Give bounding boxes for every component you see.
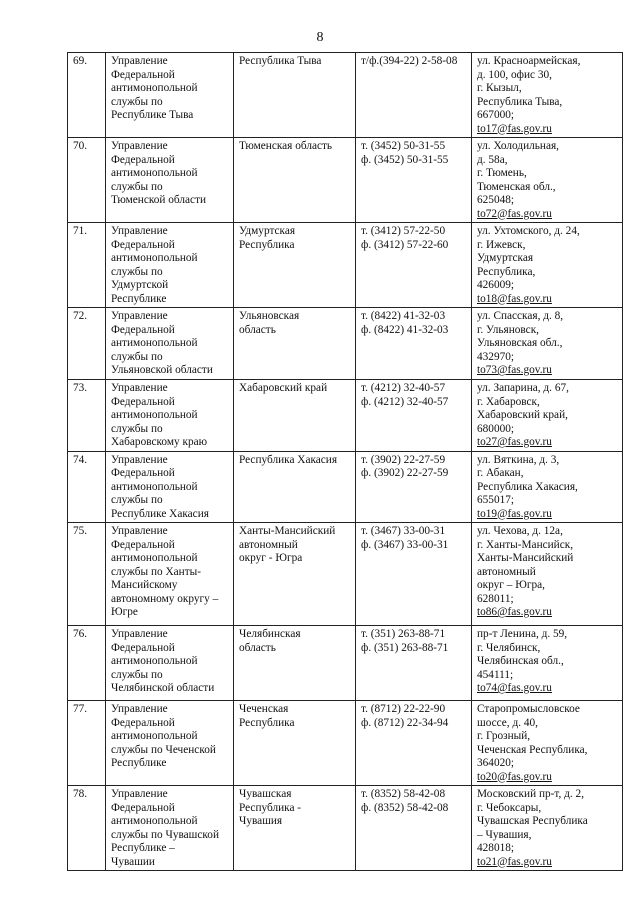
region <box>234 701 356 786</box>
office-name-line: Управление <box>111 453 168 466</box>
phone-fax <box>356 523 472 626</box>
phone-line: т. (3412) 57-22-50 <box>361 225 446 237</box>
office-name-line: антимонопольной <box>111 167 198 179</box>
phone-fax <box>356 53 472 138</box>
office-name-line: службы по <box>111 350 163 363</box>
office-name-line: Чувашии <box>111 855 155 868</box>
phone-fax <box>356 138 472 223</box>
phone-line: ф. (8352) 58-42-08 <box>361 801 449 814</box>
address <box>472 451 623 523</box>
address-line: 628011; <box>477 592 514 605</box>
phone-line: т. (351) 263-88-71 <box>361 628 446 640</box>
office-name-line: службы по <box>111 265 163 278</box>
office-name <box>106 53 234 138</box>
office-name-line: Федеральной <box>111 323 175 336</box>
office-name-line: службы по <box>111 180 163 193</box>
fas-offices-table <box>67 52 623 871</box>
address-line: ул. Красноармейская, <box>477 55 581 67</box>
address-line: 680000; <box>477 422 515 435</box>
office-name-line: Мансийскому <box>111 579 178 591</box>
office-name-line: антимонопольной <box>111 82 198 94</box>
address-line: ул. Спасская, д. 8, <box>477 310 564 322</box>
address-line: Тюменская обл., <box>477 180 556 193</box>
row-number: 77. <box>68 701 106 786</box>
address-line: 426009; <box>477 279 515 291</box>
address-line: Республика, <box>477 265 536 278</box>
region-line: Хабаровский край <box>239 382 328 394</box>
office-name-line: Челябинской области <box>111 682 215 694</box>
office-name-line: Югре <box>111 606 138 618</box>
office-name-line: антимонопольной <box>111 552 198 564</box>
region <box>234 786 356 871</box>
address-line: Хабаровский край, <box>477 409 568 421</box>
office-name-line: Ульяновской области <box>111 364 213 376</box>
phone-line: ф. (4212) 32-40-57 <box>361 395 449 408</box>
phone-line: ф. (8712) 22-34-94 <box>361 716 449 729</box>
office-name-line: Управление <box>111 788 168 800</box>
region <box>234 626 356 701</box>
region <box>234 53 356 138</box>
row-number: 70. <box>68 138 106 223</box>
office-name <box>106 523 234 626</box>
office-name-line: антимонопольной <box>111 815 198 827</box>
office-name-line: Федеральной <box>111 538 175 551</box>
office-name-line: Управление <box>111 310 168 322</box>
address-line: ул. Запарина, д. 67, <box>477 382 569 394</box>
row-number: 75. <box>68 523 106 626</box>
address-line: 655017; <box>477 494 515 506</box>
email-link[interactable]: to20@fas.gov.ru <box>477 770 552 783</box>
address <box>472 308 623 380</box>
address <box>472 138 623 223</box>
phone-line: ф. (3412) 57-22-60 <box>361 238 449 251</box>
office-name-line: Федеральной <box>111 716 175 729</box>
table-row <box>68 380 623 452</box>
email-link[interactable]: to74@fas.gov.ru <box>477 682 552 694</box>
address-line: Старопромысловское <box>477 703 580 715</box>
office-name-line: службы по Ханты- <box>111 565 201 578</box>
address-line: 432970; <box>477 350 515 363</box>
address <box>472 786 623 871</box>
region-line: Удмуртская <box>239 225 296 237</box>
region <box>234 523 356 626</box>
office-name-line: антимонопольной <box>111 480 198 493</box>
phone-line: ф. (8422) 41-32-03 <box>361 323 449 336</box>
address-line: 625048; <box>477 194 515 206</box>
phone-fax <box>356 380 472 452</box>
office-name <box>106 138 234 223</box>
phone-line: т. (4212) 32-40-57 <box>361 382 446 394</box>
address-line: Челябинская обл., <box>477 655 564 667</box>
address <box>472 626 623 701</box>
office-name-line: Федеральной <box>111 238 175 251</box>
address-line: г. Ульяновск, <box>477 323 540 336</box>
address-line: Чеченская Республика, <box>477 743 588 756</box>
address-line: г. Челябинск, <box>477 641 541 654</box>
office-name-line: Хабаровскому краю <box>111 436 208 448</box>
phone-line: т. (8352) 58-42-08 <box>361 788 446 800</box>
office-name <box>106 701 234 786</box>
office-name-line: Республике Хакасия <box>111 507 209 520</box>
address-line: г. Хабаровск, <box>477 395 540 408</box>
email-link[interactable]: to73@fas.gov.ru <box>477 364 552 376</box>
email-link[interactable]: to86@fas.gov.ru <box>477 606 552 618</box>
office-name-line: службы по Чувашской <box>111 828 219 841</box>
office-name-line: службы по <box>111 95 163 108</box>
phone-line: т. (3902) 22-27-59 <box>361 453 446 466</box>
phone-line: ф. (3902) 22-27-59 <box>361 467 449 479</box>
office-name-line: службы по <box>111 422 163 435</box>
office-name-line: Республике – <box>111 842 175 854</box>
office-name-line: Федеральной <box>111 395 175 408</box>
region <box>234 308 356 380</box>
phone-fax <box>356 701 472 786</box>
address-line: ул. Чехова, д. 12а, <box>477 525 563 537</box>
address-line: г. Чебоксары, <box>477 801 542 814</box>
region-line: Республика <box>239 716 295 729</box>
address-line: г. Грозный, <box>477 730 531 742</box>
address-line: 428018; <box>477 842 515 854</box>
phone-line: ф. (3452) 50-31-55 <box>361 153 449 166</box>
office-name-line: Федеральной <box>111 641 175 654</box>
office-name-line: Управление <box>111 140 168 152</box>
address-line: Удмуртская <box>477 252 534 264</box>
address-line: г. Тюмень, <box>477 167 527 179</box>
office-name-line: Управление <box>111 55 168 67</box>
office-name-line: Федеральной <box>111 801 175 814</box>
office-name-line: службы по <box>111 668 163 681</box>
region <box>234 380 356 452</box>
office-name <box>106 451 234 523</box>
address-line: автономный <box>477 565 536 578</box>
phone-line: т. (8422) 41-32-03 <box>361 310 446 322</box>
table-row <box>68 53 623 138</box>
region-line: Республика Тыва <box>239 55 322 67</box>
office-name-line: Федеральной <box>111 467 175 479</box>
email-link[interactable]: to19@fas.gov.ru <box>477 507 552 520</box>
address-line: г. Ханты-Мансийск, <box>477 538 574 551</box>
region-line: Тюменская область <box>239 140 333 152</box>
office-name-line: антимонопольной <box>111 409 198 421</box>
address-line: пр-т Ленина, д. 59, <box>477 628 568 640</box>
address <box>472 223 623 308</box>
email-link[interactable]: to18@fas.gov.ru <box>477 292 552 305</box>
office-name-line: Федеральной <box>111 153 175 166</box>
office-name-line: антимонопольной <box>111 655 198 667</box>
address-line: 454111; <box>477 668 514 681</box>
row-number: 74. <box>68 451 106 523</box>
address-line: г. Ижевск, <box>477 238 526 251</box>
office-name-line: службы по <box>111 494 163 506</box>
region-line: Чеченская <box>239 703 289 715</box>
phone-line: ф. (3467) 33-00-31 <box>361 538 449 551</box>
address <box>472 53 623 138</box>
phone-fax <box>356 308 472 380</box>
address-line: Чувашская Республика <box>477 815 588 827</box>
address-line: шоссе, д. 40, <box>477 716 538 729</box>
row-number: 69. <box>68 53 106 138</box>
address-line: Московский пр-т, д. 2, <box>477 788 585 800</box>
address-line: Ульяновская обл., <box>477 337 563 349</box>
address-line: 667000; <box>477 109 515 121</box>
table-row <box>68 786 623 871</box>
email-link[interactable]: to27@fas.gov.ru <box>477 436 552 448</box>
table-row <box>68 523 623 626</box>
email-link[interactable]: to17@fas.gov.ru <box>477 122 552 135</box>
table-row <box>68 308 623 380</box>
office-name-line: антимонопольной <box>111 252 198 264</box>
email-link[interactable]: to21@fas.gov.ru <box>477 855 552 868</box>
region-line: Челябинская <box>239 628 301 640</box>
row-number: 72. <box>68 308 106 380</box>
office-name-line: Республике <box>111 757 167 769</box>
row-number: 78. <box>68 786 106 871</box>
region <box>234 138 356 223</box>
region <box>234 223 356 308</box>
region-line: автономный <box>239 538 298 551</box>
office-name-line: Управление <box>111 628 168 640</box>
phone-line: т. (3467) 33-00-31 <box>361 525 446 537</box>
region-line: Ульяновская <box>239 310 300 322</box>
phone-line: т. (8712) 22-22-90 <box>361 703 446 715</box>
table-row <box>68 223 623 308</box>
address-line: 364020; <box>477 757 515 769</box>
address-line: Ханты-Мансийский <box>477 552 574 564</box>
table-row <box>68 138 623 223</box>
phone-line: т/ф.(394-22) 2-58-08 <box>361 55 458 67</box>
region-line: Чувашия <box>239 815 283 827</box>
address-line: д. 58а, <box>477 153 508 166</box>
office-name-line: службы по Чеченской <box>111 743 216 756</box>
table-row <box>68 451 623 523</box>
office-name-line: Республике Тыва <box>111 109 194 121</box>
office-name-line: автономному округу – <box>111 592 219 605</box>
office-name-line: Федеральной <box>111 68 175 81</box>
region-line: Республика - <box>239 801 302 814</box>
region-line: область <box>239 641 276 654</box>
office-name <box>106 223 234 308</box>
address-line: д. 100, офис 30, <box>477 68 552 81</box>
address-line: г. Абакан, <box>477 467 524 479</box>
row-number: 73. <box>68 380 106 452</box>
office-name-line: Управление <box>111 225 168 237</box>
region-line: округ - Югра <box>239 552 303 564</box>
office-name-line: Управление <box>111 703 168 715</box>
address <box>472 523 623 626</box>
phone-fax <box>356 626 472 701</box>
region-line: Ханты-Мансийский <box>239 525 336 537</box>
phone-line: ф. (351) 263-88-71 <box>361 641 449 654</box>
phone-fax <box>356 786 472 871</box>
row-number: 76. <box>68 626 106 701</box>
office-name <box>106 786 234 871</box>
office-name-line: Управление <box>111 525 168 537</box>
office-name-line: Управление <box>111 382 168 394</box>
email-link[interactable]: to72@fas.gov.ru <box>477 207 552 220</box>
office-name-line: Тюменской области <box>111 194 207 206</box>
office-name-line: антимонопольной <box>111 730 198 742</box>
phone-fax <box>356 223 472 308</box>
page-number: 8 <box>316 30 324 45</box>
office-name-line: антимонопольной <box>111 337 198 349</box>
address-line: Республика Хакасия, <box>477 480 578 493</box>
address-line: округ – Югра, <box>477 579 545 591</box>
office-name <box>106 308 234 380</box>
address-line: ул. Холодильная, <box>477 140 560 152</box>
address <box>472 701 623 786</box>
phone-line: т. (3452) 50-31-55 <box>361 140 446 152</box>
table-row <box>68 701 623 786</box>
address-line: ул. Вяткина, д. 3, <box>477 453 560 466</box>
address-line: – Чувашия, <box>477 828 532 841</box>
address <box>472 380 623 452</box>
address-line: ул. Ухтомского, д. 24, <box>477 225 580 237</box>
region <box>234 451 356 523</box>
address-line: г. Кызыл, <box>477 82 522 94</box>
office-name <box>106 380 234 452</box>
region-line: Республика Хакасия <box>239 453 338 466</box>
phone-fax <box>356 451 472 523</box>
region-line: Чувашская <box>239 788 292 800</box>
address-line: Республика Тыва, <box>477 95 563 108</box>
region-line: Республика <box>239 238 295 251</box>
region-line: область <box>239 323 276 336</box>
office-name-line: Республике <box>111 292 167 305</box>
office-name <box>106 626 234 701</box>
table-row <box>68 626 623 701</box>
office-name-line: Удмуртской <box>111 279 169 291</box>
row-number: 71. <box>68 223 106 308</box>
